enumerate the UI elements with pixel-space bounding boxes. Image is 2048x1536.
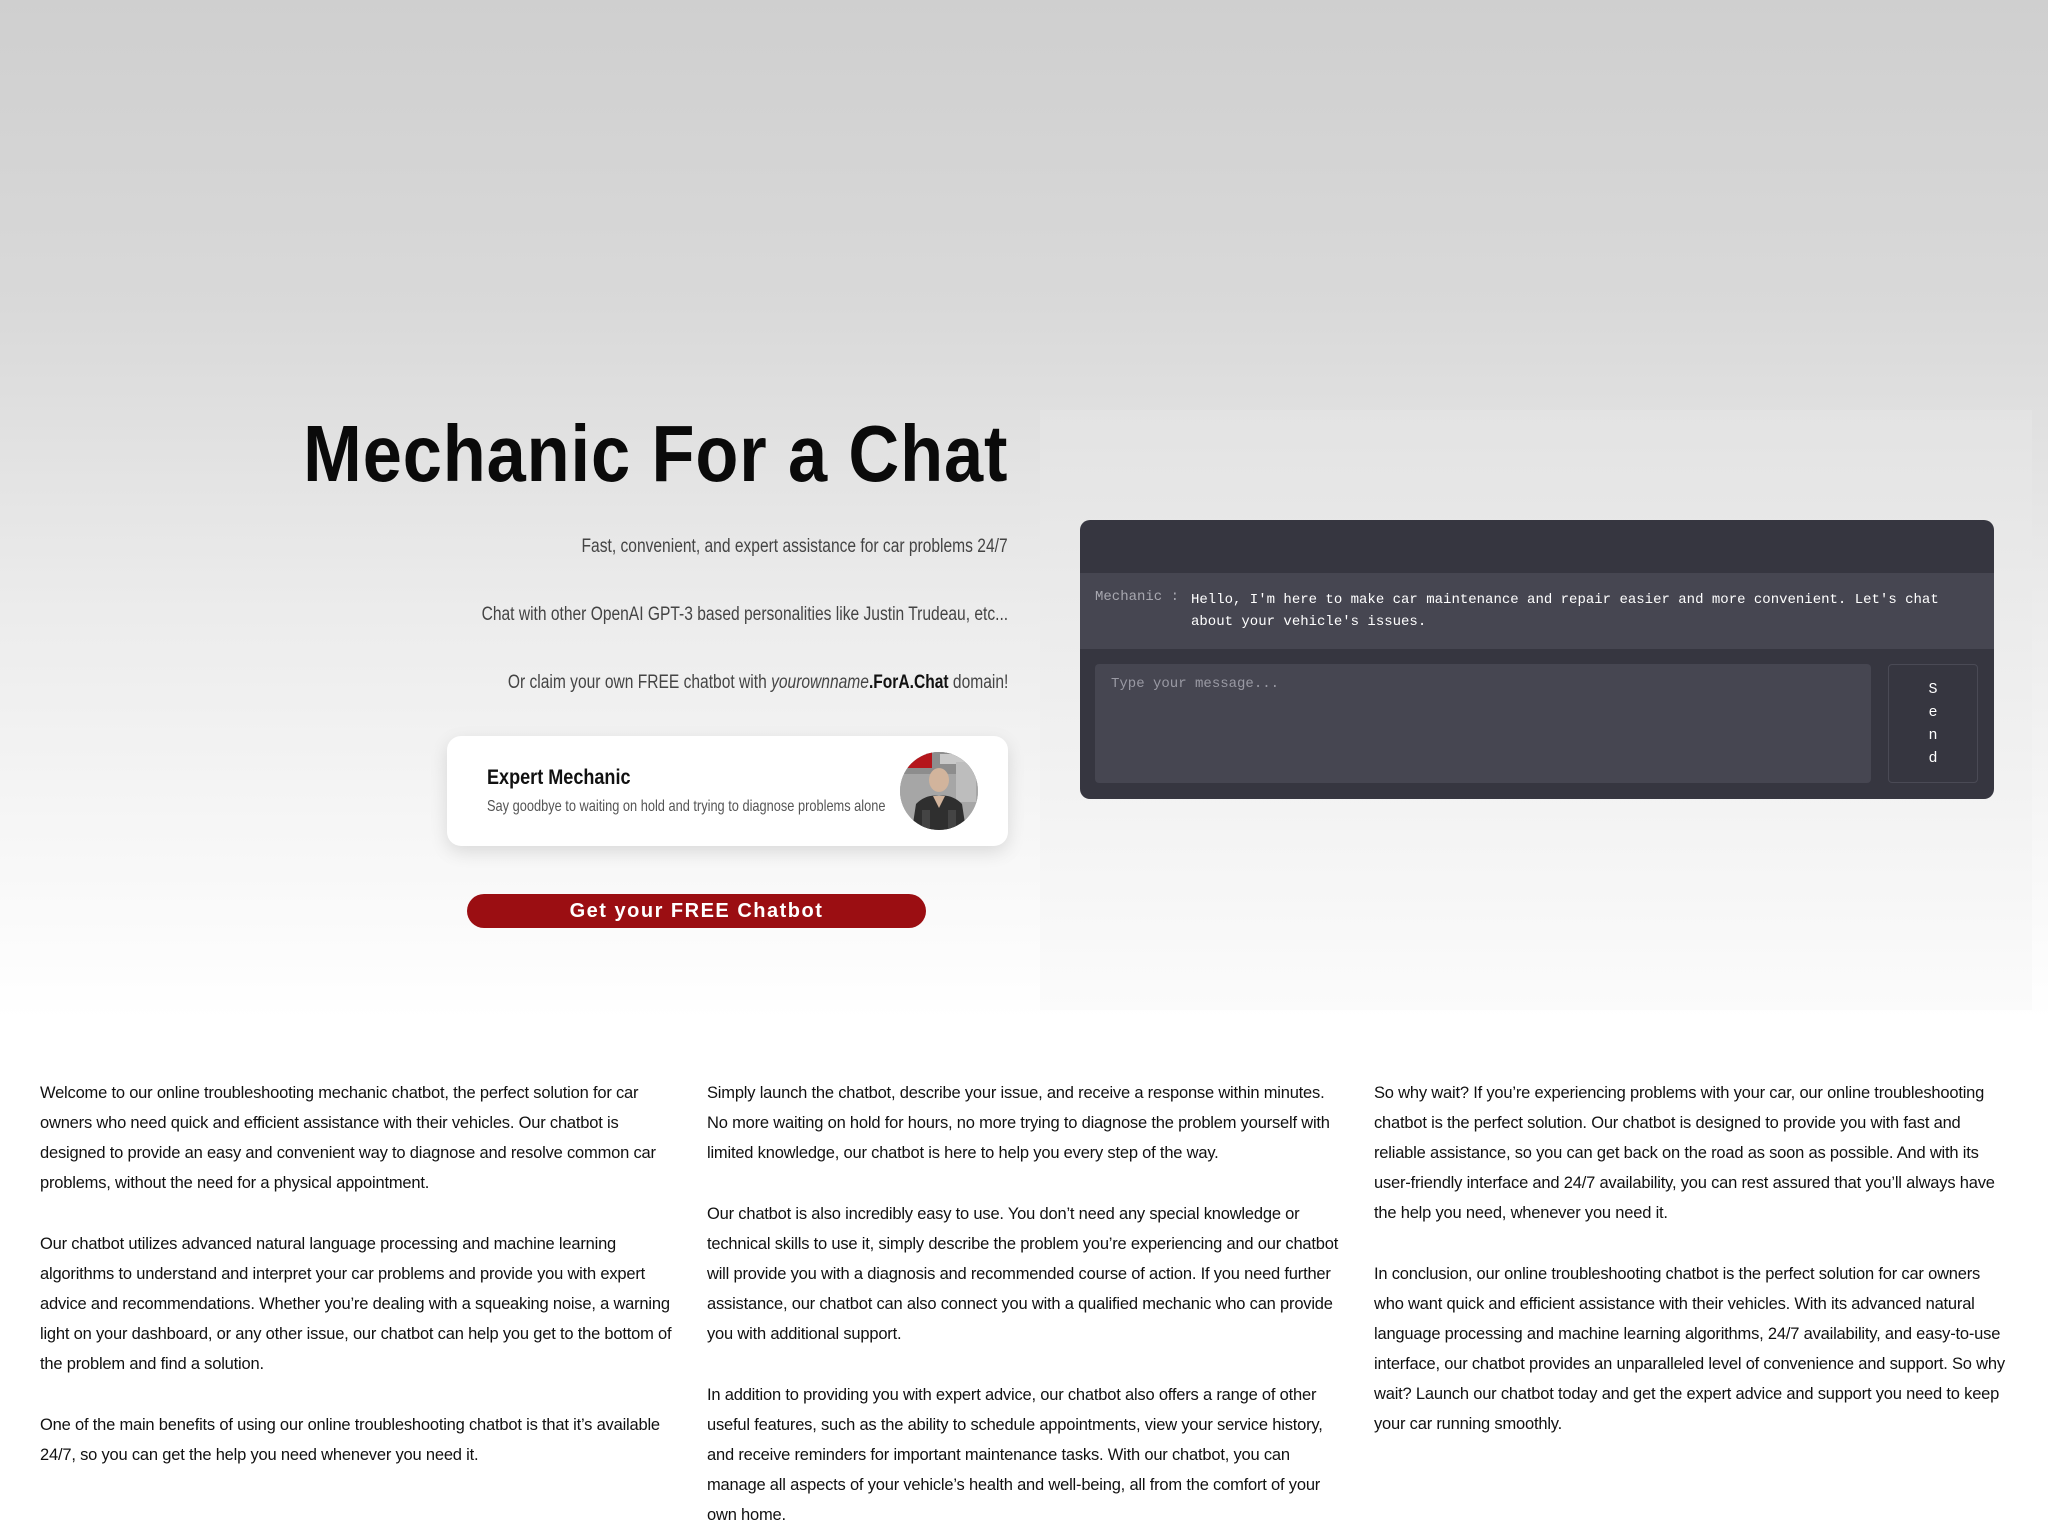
description-content xyxy=(40,1078,2008,1536)
persona-card xyxy=(447,736,1008,846)
content-paragraph: One of the main benefits of using our online troubleshooting chatbot is that it’s available 24/7, so you can get the help you need whenever you need it. xyxy=(40,1416,660,1464)
tagline-claim-domain xyxy=(508,672,1008,694)
claim-domain-bold: .ForA.Chat xyxy=(868,672,949,693)
chat-message-input[interactable] xyxy=(1095,664,1871,783)
content-paragraph: So why wait? If you’re experiencing problems with your car, our online troubleshooting chatbot is the perfect solution. Our chatbot is designed to provide you with fast and reliable assistance, so you can get back on the road as soon as possible. And with its user-friendly interface and 24/7 availability, you can rest assured that you’ll always have the help you need, whenever you need it. xyxy=(1374,1084,1995,1222)
claim-italic-name: yourownname xyxy=(770,672,869,693)
content-paragraph: In conclusion, our online troubleshooting chatbot is the perfect solution for car owners who want quick and efficient assistance with their vehicles. With its advanced natural language processing and machine learning algorithms, 24/7 availability, and easy-to-use interface, our chatbot provides an unparalleled level of convenience and support. So why wait? Launch our chatbot today and get the expert advice and support you need to keep your car running smoothly. xyxy=(1374,1265,2005,1433)
tagline-primary: Fast, convenient, and expert assistance for car problems 24/7 xyxy=(581,536,1008,557)
send-button[interactable] xyxy=(1888,664,1978,783)
content-paragraph: In addition to providing you with expert advice, our chatbot also offers a range of other useful features, such as the ability to schedule appointments, view your service history, and receive reminders for important maintenance tasks. With our chatbot, you can manage all aspects of your vehicle’s health and well-being, all from the comfort of your own home. xyxy=(707,1386,1323,1524)
page-title: Mechanic For a Chat xyxy=(302,409,1008,498)
chat-message xyxy=(1080,573,1994,649)
chat-widget xyxy=(1080,520,1994,799)
persona-name: Expert Mechanic xyxy=(487,766,631,789)
avatar xyxy=(900,752,978,830)
chat-message-text: Hello, I'm here to make car maintenance and repair easier and more convenient. Let's chat about your vehicle's issues. xyxy=(1191,592,1939,630)
content-paragraph: Our chatbot utilizes advanced natural language processing and machine learning algorithms to understand and interpret your car problems and provide you with expert advice and recommendations. Whether you’re dealing with a squeaking noise, a warning light on your dashboard, or any other issue, our chatbot can help you get to the bottom of the problem and find a solution. xyxy=(40,1235,672,1373)
tagline-personalities: Chat with other OpenAI GPT-3 based personalities like Justin Trudeau, etc... xyxy=(481,604,1008,625)
send-button-label: Send xyxy=(1928,680,1938,767)
claim-prefix: Or claim your own FREE chatbot with xyxy=(507,672,771,693)
content-column-1 xyxy=(40,1078,675,1536)
claim-suffix: domain! xyxy=(948,672,1008,693)
get-free-chatbot-button[interactable]: Get your FREE Chatbot xyxy=(467,894,926,928)
persona-description: Say goodbye to waiting on hold and trying to diagnose problems alone xyxy=(487,798,886,815)
content-column-3 xyxy=(1374,1078,2009,1536)
content-column-2 xyxy=(707,1078,1342,1536)
content-paragraph: Welcome to our online troubleshooting mechanic chatbot, the perfect solution for car owners who need quick and efficient assistance with their vehicles. Our chatbot is designed to provide an easy and convenient way to diagnose and resolve common car problems, without the need for a physical appointment. xyxy=(40,1084,656,1192)
content-paragraph: Our chatbot is also incredibly easy to use. You don’t need any special knowledge or technical skills to use it, simply describe the problem you’re experiencing and our chatbot will provide you with a diagnosis and recommended course of action. If you need further assistance, our chatbot can also connect you with a qualified mechanic who can provide you with additional support. xyxy=(707,1205,1339,1343)
chat-message-sender: Mechanic : xyxy=(1095,589,1180,605)
content-paragraph: Simply launch the chatbot, describe your issue, and receive a response within minutes. No more waiting on hold for hours, no more trying to diagnose the problem yourself with limited knowledge, our chatbot is here to help you every step of the way. xyxy=(707,1084,1330,1162)
mechanic-portrait-avatar-icon xyxy=(900,752,978,830)
